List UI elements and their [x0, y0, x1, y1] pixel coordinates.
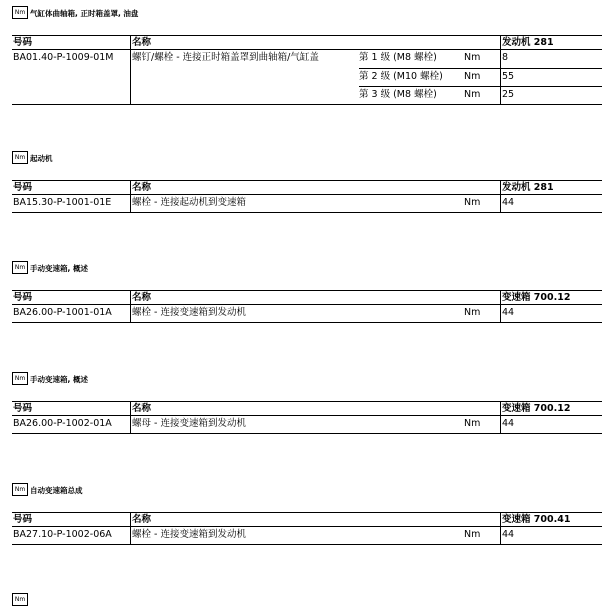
unit-label: Nm [464, 197, 481, 208]
stage-unit: Nm [464, 89, 481, 100]
table-header-row [12, 512, 602, 527]
torque-nm-icon: Nm [12, 372, 28, 385]
name-column-header: 名称 [132, 292, 152, 303]
torque-table [12, 180, 602, 214]
section-title: 自动变速箱总成 [30, 486, 83, 495]
column-divider [130, 35, 131, 104]
name-column-header: 名称 [132, 403, 152, 414]
section-title: 起动机 [30, 154, 53, 163]
code-column-header: 号码 [13, 37, 33, 48]
name-column-header: 名称 [132, 514, 152, 525]
stage-value: 8 [502, 52, 509, 63]
table-row [12, 527, 602, 545]
stage-label: 第 2 级 (M10 螺栓) [359, 71, 443, 82]
section-title: 气缸体曲轴箱, 正时箱盖罩, 油盘 [30, 9, 139, 18]
section-header [12, 372, 602, 388]
torque-table [12, 290, 602, 324]
table-row [12, 305, 602, 323]
table-header-row [12, 290, 602, 305]
stage-unit: Nm [464, 71, 481, 82]
stage-unit: Nm [464, 52, 481, 63]
part-code: BA27.10-P-1002-06A [13, 529, 112, 540]
part-code: BA26.00-P-1001-01A [13, 307, 112, 318]
torque-nm-icon: Nm [12, 593, 28, 606]
code-column-header: 号码 [13, 292, 33, 303]
unit-label: Nm [464, 418, 481, 429]
table-header-row [12, 35, 602, 50]
part-name: 螺栓 - 连接变速箱到发动机 [132, 529, 246, 540]
section-title: 手动变速箱, 概述 [30, 264, 88, 273]
section-header [12, 151, 602, 167]
table-row [12, 195, 602, 213]
spec-column-header: 变速箱 700.12 [502, 292, 571, 303]
stage-label: 第 3 级 (M8 螺栓) [359, 89, 437, 100]
name-column-header: 名称 [132, 37, 152, 48]
part-code: BA01.40-P-1009-01M [13, 52, 114, 63]
torque-table [12, 512, 602, 546]
stage-row [359, 87, 602, 104]
section-header [12, 6, 602, 22]
code-column-header: 号码 [13, 514, 33, 525]
torque-value: 44 [502, 197, 515, 208]
spec-column-header: 发动机 281 [502, 182, 554, 193]
part-code: BA15.30-P-1001-01E [13, 197, 112, 208]
table-header-row [12, 401, 602, 416]
table-row [12, 416, 602, 434]
unit-label: Nm [464, 307, 481, 318]
part-name: 螺钉/螺栓 - 连接正时箱盖罩到曲轴箱/气缸盖 [132, 52, 319, 63]
stage-row [359, 50, 602, 67]
spec-column-header: 变速箱 700.12 [502, 403, 571, 414]
torque-nm-icon: Nm [12, 483, 28, 496]
part-name: 螺母 - 连接变速箱到发动机 [132, 418, 246, 429]
section-header [12, 483, 602, 499]
table-header-row [12, 180, 602, 195]
name-column-header: 名称 [132, 182, 152, 193]
stage-row [359, 69, 602, 86]
torque-value: 44 [502, 418, 515, 429]
torque-table [12, 401, 602, 435]
stage-value: 25 [502, 89, 515, 100]
spec-column-header: 变速箱 700.41 [502, 514, 571, 525]
table-bottom-border [12, 104, 602, 105]
torque-nm-icon: Nm [12, 151, 28, 164]
torque-nm-icon: Nm [12, 261, 28, 274]
stage-label: 第 1 级 (M8 螺栓) [359, 52, 437, 63]
part-name: 螺栓 - 连接变速箱到发动机 [132, 307, 246, 318]
section-title: 手动变速箱, 概述 [30, 375, 88, 384]
torque-value: 44 [502, 307, 515, 318]
section-header [12, 261, 602, 277]
part-code: BA26.00-P-1002-01A [13, 418, 112, 429]
part-name: 螺栓 - 连接起动机到变速箱 [132, 197, 246, 208]
stage-value: 55 [502, 71, 515, 82]
unit-label: Nm [464, 529, 481, 540]
code-column-header: 号码 [13, 403, 33, 414]
torque-value: 44 [502, 529, 515, 540]
spec-column-header: 发动机 281 [502, 37, 554, 48]
torque-table [12, 35, 602, 105]
code-column-header: 号码 [13, 182, 33, 193]
torque-nm-icon: Nm [12, 6, 28, 19]
